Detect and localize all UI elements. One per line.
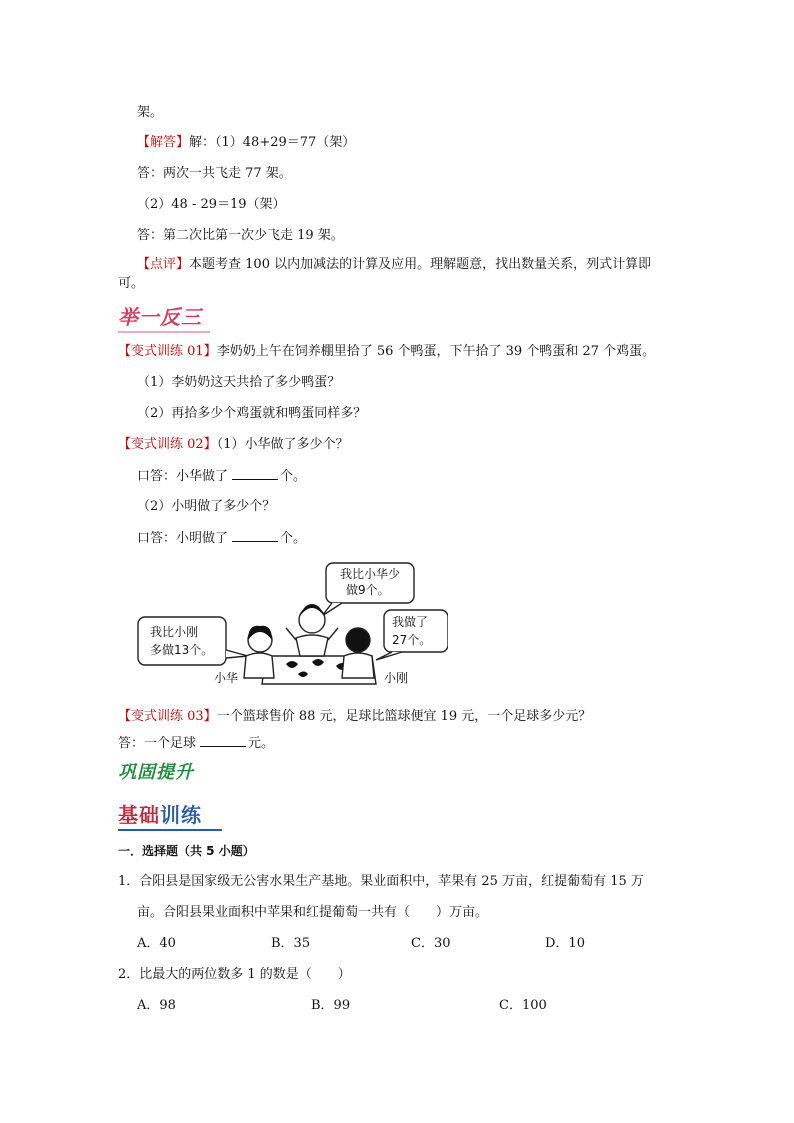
solution-tag: 【解答】 <box>137 135 190 150</box>
comment-line <box>137 256 651 274</box>
option-c[interactable]: C．100 <box>499 998 547 1013</box>
exercise-2-answer-2: 口答：小明做了 个。 <box>137 531 307 546</box>
name-xiaogang: 小刚 <box>384 671 409 685</box>
section-title-practice: 举一反三 <box>118 305 202 329</box>
section-title-consolidate: 巩固提升 <box>118 762 194 783</box>
exercise-3-tag: 【变式训练 03】 <box>118 709 217 724</box>
comment-line-2: 可。 <box>118 276 145 291</box>
comment-tag: 【点评】 <box>137 257 190 272</box>
question-1-line-2: 亩。合阳县果业面积中苹果和红提葡萄一共有（ ）万亩。 <box>137 905 489 920</box>
exercise-2-tag: 【变式训练 02】 <box>118 437 217 452</box>
answer-continuation: 架。 <box>137 105 164 120</box>
bubble-right-line-2: 27个。 <box>392 633 432 647</box>
exercise-3-text: 一个篮球售价 88 元，足球比篮球便宜 19 元，一个足球多少元？ <box>216 709 592 724</box>
bubble-left-line-2: 多做13个。 <box>150 643 214 657</box>
answer-blank-2[interactable] <box>232 529 278 542</box>
exercise-1 <box>118 343 655 361</box>
children-illustration <box>136 560 448 692</box>
exercise-1-q2: （2）再拾多少个鸡蛋就和鸭蛋同样多？ <box>137 406 367 421</box>
name-xiaohua: 小华 <box>214 671 239 685</box>
option-c[interactable]: C．30 <box>411 936 451 951</box>
answer-line-2: 答：第二次比第一次少飞走 19 架。 <box>137 228 344 243</box>
question-2-options <box>137 997 657 1015</box>
solution-text: 解：（1）48+29＝77（架） <box>189 135 356 150</box>
question-1-options <box>137 935 657 953</box>
exercise-3 <box>118 708 591 726</box>
question-2-line-1: 2．比最大的两位数多 1 的数是（ ） <box>118 967 351 982</box>
option-b[interactable]: B．99 <box>311 998 351 1013</box>
exercise-2 <box>118 436 348 454</box>
option-a[interactable]: A．40 <box>137 936 176 951</box>
solution-line <box>137 134 355 152</box>
exercise-1-text: 李奶奶上午在饲养棚里拾了 56 个鸭蛋，下午拾了 39 个鸭蛋和 27 个鸡蛋。 <box>216 344 656 359</box>
exercise-2-text: （1）小华做了多少个？ <box>216 437 349 452</box>
section-underline <box>118 331 210 333</box>
answer-line-1: 答：两次一共飞走 77 架。 <box>137 166 292 181</box>
bubble-left-line-1: 我比小刚 <box>150 625 199 639</box>
option-b[interactable]: B．35 <box>271 936 311 951</box>
question-1-line-1: 1．合阳县是国家级无公害水果生产基地。果业面积中，苹果有 25 万亩，红提葡萄有 15 万 <box>118 874 644 889</box>
exercise-1-q1: （1）李奶奶这天共拾了多少鸭蛋？ <box>137 375 341 390</box>
bubble-top-line-2: 做9个。 <box>346 583 390 597</box>
exercise-2-q2: （2）小明做了多少个？ <box>137 499 276 514</box>
exercise-3-answer: 答：一个足球 元。 <box>118 736 275 751</box>
exercise-2-answer-1: 口答：小华做了 个。 <box>137 469 307 484</box>
section-title-basic-training: 基础训练 <box>118 803 202 827</box>
bubble-right-line-1: 我做了 <box>392 615 429 629</box>
choice-header: 一．选择题（共 5 小题） <box>118 844 255 858</box>
solution-line-2: （2）48 - 29＝19（架） <box>137 197 286 212</box>
comment-text: 本题考查 100 以内加减法的计算及应用。理解题意，找出数量关系，列式计算即 <box>189 257 652 272</box>
bubble-top-line-1: 我比小华少 <box>340 567 401 581</box>
answer-blank-3[interactable] <box>200 734 246 747</box>
option-a[interactable]: A．98 <box>137 998 176 1013</box>
option-d[interactable]: D．10 <box>545 936 585 951</box>
section-underline-2 <box>118 829 222 831</box>
answer-blank-1[interactable] <box>232 467 278 480</box>
exercise-1-tag: 【变式训练 01】 <box>118 344 217 359</box>
